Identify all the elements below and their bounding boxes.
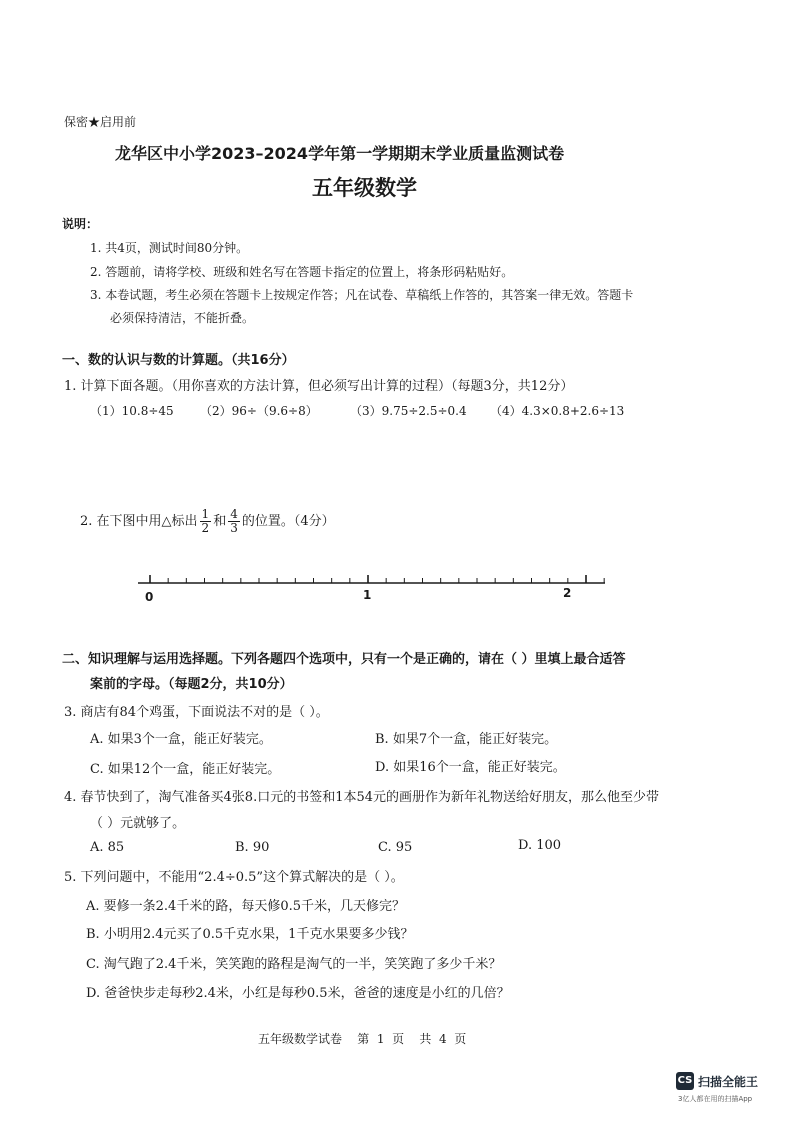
section2-heading-line1: 二、知识理解与运用选择题。下列各题四个选项中，只有一个是正确的，请在（ ）里填上最合适答: [62, 652, 626, 667]
q4-option-c: C. 95: [378, 840, 413, 855]
q5-option-d: D. 爸爸快步走每秒2.4米，小红是每秒0.5米，爸爸的速度是小红的几倍？: [86, 986, 510, 1001]
q3-option-b: B. 如果7个一盒，能正好装完。: [375, 732, 558, 747]
q1-item: （1）10.8÷45: [90, 404, 174, 418]
q1-item: （3）9.75÷2.5÷0.4: [350, 404, 467, 418]
q2-prefix: 2. 在下图中用△标出: [80, 514, 198, 529]
q1-item: （4）4.3×0.8+2.6÷13: [490, 404, 625, 418]
instructions-label: 说明：: [62, 217, 99, 231]
number-line-label-0: 0: [145, 590, 154, 604]
section2-heading-line2: 案前的字母。（每题2分，共10分）: [90, 677, 293, 692]
fraction-numerator: 1: [201, 507, 210, 521]
q2-stem: [80, 508, 335, 535]
q4-option-a: A. 85: [90, 840, 125, 855]
exam-title: 龙华区中小学2023–2024学年第一学期期末学业质量监测试卷: [115, 144, 565, 163]
q4-option-d: D. 100: [518, 838, 562, 853]
instruction-item: 2. 答题前，请将学校、班级和姓名写在答题卡指定的位置上，将条形码粘贴好。: [90, 265, 514, 279]
fraction-denominator: 2: [201, 521, 210, 535]
q5-option-b: B. 小明用2.4元买了0.5千克水果，1千克水果要多少钱？: [86, 927, 414, 942]
instruction-item: 必须保持清洁，不能折叠。: [110, 311, 255, 325]
fraction-numerator: 4: [230, 507, 238, 521]
q1-item: （2）96÷（9.6÷8）: [200, 404, 318, 418]
instruction-item: 3. 本卷试题，考生必须在答题卡上按规定作答；凡在试卷、草稿纸上作答的，其答案一律无效。答题卡: [90, 288, 634, 302]
q3-option-c: C. 如果12个一盒，能正好装完。: [90, 762, 281, 777]
scanner-brand: 扫描全能王: [698, 1075, 759, 1089]
q3-stem: 3. 商店有84个鸡蛋，下面说法不对的是（ ）。: [64, 705, 329, 720]
q5-option-c: C. 淘气跑了2.4千米，笑笑跑的路程是淘气的一半，笑笑跑了多少千米？: [86, 957, 502, 972]
q5-option-a: A. 要修一条2.4千米的路，每天修0.5千米，几天修完？: [86, 899, 406, 914]
fraction-one-half: [200, 508, 212, 535]
q4-stem: 4. 春节快到了，淘气准备买4张8.口元的书签和1本54元的画册作为新年礼物送给好朋友，那么他至少带: [64, 790, 660, 805]
q4-option-b: B. 90: [235, 840, 270, 855]
q3-option-a: A. 如果3个一盒，能正好装完。: [90, 732, 272, 747]
number-line: [130, 570, 620, 610]
fraction-denominator: 3: [230, 521, 238, 535]
q5-stem: 5. 下列问题中，不能用“2.4÷0.5”这个算式解决的是（ ）。: [64, 870, 404, 885]
q3-option-d: D. 如果16个一盒，能正好装完。: [375, 760, 566, 775]
fraction-four-thirds: [228, 508, 240, 535]
scanner-tagline: 3亿人都在用的扫描App: [678, 1095, 753, 1103]
q1-stem: 1. 计算下面各题。（用你喜欢的方法计算，但必须写出计算的过程）（每题3分，共12分）: [64, 379, 574, 394]
instruction-item: 1. 共4页，测试时间80分钟。: [90, 241, 249, 255]
number-line-label-2: 2: [563, 586, 572, 600]
confidential-label: 保密★启用前: [64, 115, 137, 129]
number-line-label-1: 1: [363, 588, 372, 602]
q2-suffix: 的位置。（4分）: [241, 514, 335, 529]
exam-subtitle: 五年级数学: [312, 176, 417, 200]
page-footer: 五年级数学试卷 第 1 页 共 4 页: [258, 1032, 467, 1046]
section1-heading: 一、数的认识与数的计算题。（共16分）: [62, 353, 295, 368]
q4-stem-2: （ ）元就够了。: [90, 816, 186, 831]
q2-and: 和: [213, 514, 227, 529]
scanner-logo-icon: CS: [676, 1072, 694, 1090]
